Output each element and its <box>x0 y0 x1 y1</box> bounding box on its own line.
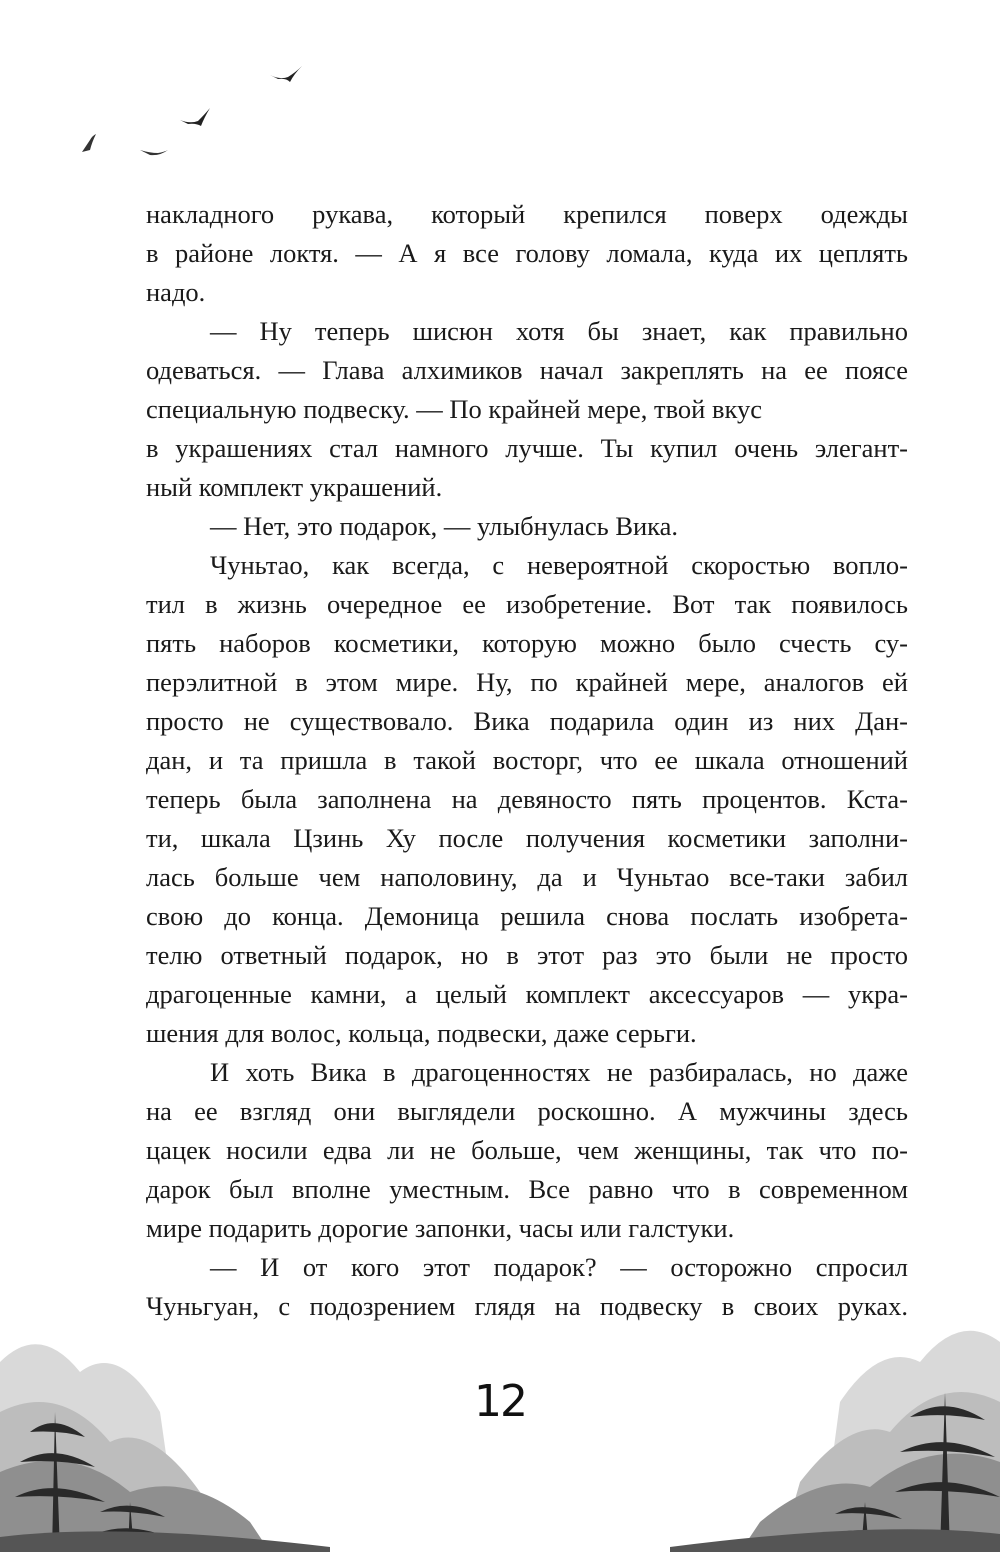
text-line: ный комплект украшений. <box>146 472 443 502</box>
text-line: дан, и та пришла в такой восторг, что ее шкала отношений <box>146 745 908 775</box>
text-line: на ее взгляд они выглядели роскошно. А мужчины здесь <box>146 1096 908 1126</box>
bird-icon <box>140 150 168 155</box>
text-line: перэлитной в этом мире. Ну, по крайней мере, аналогов ей <box>146 667 908 697</box>
text-line: шения для волос, кольца, подвески, даже серьги. <box>146 1018 697 1048</box>
text-line: в украшениях стал намного лучше. Ты купил очень элегант- <box>146 433 908 463</box>
text-line: драгоценные камни, а целый комплект аксессуаров — укра- <box>146 979 908 1009</box>
text-line: телю ответный подарок, но в этот раз это были не просто <box>146 940 908 970</box>
text-line: Чуньтао, как всегда, с невероятной скоростью вопло- <box>210 550 908 580</box>
text-line: свою до конца. Демоница решила снова послать изобрета- <box>146 901 908 931</box>
misty-mountains-pines-icon <box>0 1302 330 1552</box>
bird-icon <box>270 66 302 82</box>
text-line: ти, шкала Цзинь Ху после получения косметики заполни- <box>146 823 908 853</box>
text-line: И хоть Вика в драгоценностях не разбиралась, но даже <box>210 1057 908 1087</box>
text-line: тил в жизнь очередное ее изобретение. Вот так появилось <box>146 589 908 619</box>
text-line: в районе локтя. — А я все голову ломала, куда их цеплять <box>146 238 908 268</box>
text-line: пять наборов косметики, которую можно было счесть су- <box>146 628 908 658</box>
text-line: — И от кого этот подарок? — осторожно спросил <box>210 1252 908 1282</box>
text-line: мире подарить дорогие запонки, часы или галстуки. <box>146 1213 735 1243</box>
text-line: одеваться. — Глава алхимиков начал закреплять на ее поясе <box>146 355 908 385</box>
text-line: просто не существовало. Вика подарила один из них Дан- <box>146 706 908 736</box>
bird-icon <box>82 134 96 152</box>
text-line: теперь была заполнена на девяносто пять процентов. Кста- <box>146 784 908 814</box>
flying-birds-icon <box>0 0 360 190</box>
bird-icon <box>180 108 210 126</box>
text-line: лась больше чем наполовину, да и Чуньтао все-таки забил <box>146 862 908 892</box>
text-line: специальную подвеску. — По крайней мере, твой вкус <box>146 394 763 424</box>
text-line: накладного рукава, который крепился поверх одежды <box>146 199 908 229</box>
text-line: Чуньгуан, с подозрением глядя на подвеску в своих руках. <box>146 1291 908 1321</box>
text-line: — Ну теперь шисюн хотя бы знает, как правильно <box>210 316 908 346</box>
text-line: — Нет, это подарок, — улыбнулась Вика. <box>210 511 679 541</box>
page-number: 12 <box>474 1376 526 1427</box>
body-text <box>146 195 908 1326</box>
misty-mountains-pines-icon <box>670 1302 1000 1552</box>
text-line: надо. <box>146 277 206 307</box>
text-line: цацек носили едва ли не больше, чем женщины, так что по- <box>146 1135 908 1165</box>
text-line: дарок был вполне уместным. Все равно что в современном <box>146 1174 908 1204</box>
